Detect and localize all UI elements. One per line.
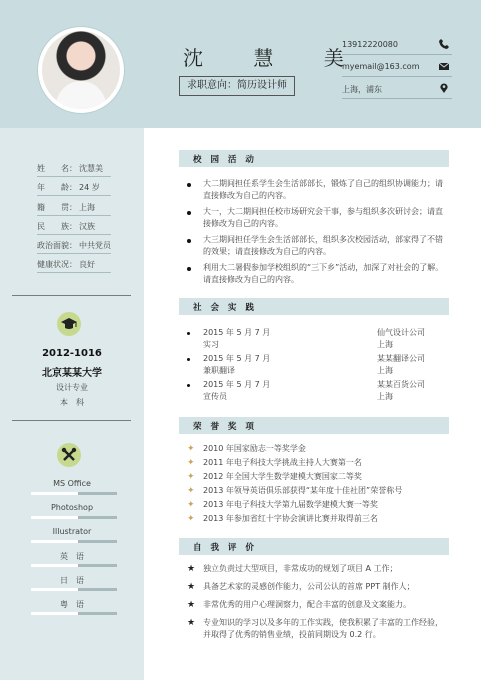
- info-value: 中共党员: [79, 241, 111, 250]
- skill-fill: [31, 588, 78, 591]
- info-row-origin: [37, 202, 111, 216]
- job-entry: [187, 379, 445, 403]
- star-icon: ★: [187, 600, 196, 610]
- bullet-dot-icon: [187, 183, 191, 187]
- sidebar-separator: [12, 420, 131, 421]
- job-company: 仙气设计公司: [377, 328, 425, 337]
- info-key: 籍 贯：: [37, 203, 77, 212]
- skill-label-illustrator: Illustrator: [52, 527, 92, 536]
- skill-bar-english: [31, 564, 117, 567]
- info-value: 沈慧美: [79, 164, 103, 173]
- email-text: myemail@163.com: [342, 62, 420, 71]
- skill-label-english: 英 语: [60, 552, 84, 561]
- eval-text: 独立负责过大型项目，非常成功的规划了项目 A 工作；: [203, 564, 398, 573]
- mail-icon: [438, 60, 450, 72]
- education-school: 北京某某大学: [42, 368, 102, 379]
- skill-bar-japanese: [31, 588, 117, 591]
- photo-shoulders: [56, 81, 106, 109]
- section-eval-header: [179, 538, 449, 555]
- education-degree: 本 科: [60, 398, 84, 407]
- info-value: 汉族: [79, 222, 95, 231]
- eval-text: 具备艺术家的灵感创作能力，公司公认的首席 PPT 制作人；: [203, 582, 415, 591]
- job-role: 宣传员: [203, 392, 227, 401]
- job-entry: [187, 327, 445, 351]
- job-location: 上海: [377, 392, 393, 401]
- bullet-dot-icon: [187, 211, 191, 215]
- info-key: 健康状况：: [37, 260, 77, 269]
- job-company: 某某翻译公司: [377, 354, 425, 363]
- skill-label-photoshop: Photoshop: [50, 503, 94, 512]
- section-campus-header: [179, 150, 449, 167]
- section-social-header: [179, 298, 449, 315]
- info-divider: [37, 195, 111, 196]
- eval-text: 非常优秀的用户心理洞察力，配合丰富的创意及文案能力。: [203, 600, 411, 609]
- contact-phone: [342, 38, 452, 55]
- phone-icon: [438, 38, 450, 50]
- star-icon: ★: [187, 582, 196, 592]
- info-key: 民 族：: [37, 222, 77, 231]
- star-icon: ✦: [187, 500, 195, 510]
- bullet-dot-icon: [187, 358, 190, 361]
- info-divider: [37, 234, 111, 235]
- location-text: 上海，浦东: [342, 85, 382, 94]
- info-divider: [37, 253, 111, 254]
- skill-bar-cantonese: [31, 612, 117, 615]
- job-location: 上海: [377, 366, 393, 375]
- tools-icon: [57, 443, 81, 467]
- section-awards-header: [179, 417, 449, 434]
- sidebar-separator: [12, 295, 131, 296]
- star-icon: ✦: [187, 472, 195, 482]
- phone-text: 13912220080: [342, 40, 398, 49]
- info-value: 上海: [79, 203, 95, 212]
- skill-fill: [31, 564, 78, 567]
- award-text: 2013 年电子科技大学第九届数学建模大赛一等奖: [203, 500, 378, 509]
- bullet-dot-icon: [187, 267, 191, 271]
- bullet-dot-icon: [187, 239, 191, 243]
- location-pin-icon: [438, 82, 450, 94]
- award-text: 2012 年全国大学生数学建模大赛国家二等奖: [203, 472, 362, 481]
- graduation-cap-icon: [57, 312, 81, 336]
- section-title: 自 我 评 价: [193, 543, 257, 553]
- job-role: 兼职翻译: [203, 366, 235, 375]
- info-divider: [37, 215, 111, 216]
- job-date: 2015 年 5 月 7 月: [203, 380, 271, 389]
- section-title: 社 会 实 践: [193, 303, 257, 313]
- info-divider: [37, 272, 111, 273]
- skill-fill: [31, 540, 78, 543]
- info-row-age: [37, 182, 111, 196]
- star-icon: ✦: [187, 458, 195, 468]
- star-icon: ✦: [187, 514, 195, 524]
- skill-bar-photoshop: [31, 516, 117, 519]
- skill-bar-office: [31, 492, 117, 495]
- bullet-dot-icon: [187, 332, 190, 335]
- info-value: 24 岁: [79, 183, 100, 192]
- skill-fill: [31, 612, 78, 615]
- job-intent: 求职意向：简历设计师: [179, 76, 295, 96]
- candidate-name: 沈 慧 美: [183, 46, 366, 70]
- campus-text: 大二期间担任系学生会生活部部长，锻炼了自己的组织协调能力；请直接修改为自己的内容。: [203, 179, 443, 200]
- section-title: 校 园 活 动: [193, 155, 257, 165]
- info-row-name: [37, 163, 111, 177]
- award-text: 2013 年领导英语俱乐部获得“某年度十佳社团”荣誉称号: [203, 486, 403, 495]
- info-row-politics: [37, 240, 111, 254]
- skill-label-japanese: 日 语: [60, 576, 84, 585]
- award-item: [187, 443, 445, 456]
- star-icon: ✦: [187, 444, 195, 454]
- award-text: 2013 年参加省红十字协会演讲比赛并取得前三名: [203, 514, 378, 523]
- education-major: 设计专业: [56, 383, 88, 392]
- info-key: 姓 名：: [37, 164, 77, 173]
- info-value: 良好: [79, 260, 95, 269]
- contact-email: [342, 60, 452, 77]
- award-item: [187, 471, 445, 484]
- skills-badge: [57, 443, 81, 467]
- eval-text: 专业知识的学习以及多年的工作实践，使我积累了丰富的工作经验，并取得了优秀的销售业绩，投前同期设为 0.2 行。: [203, 618, 443, 639]
- award-text: 2010 年国家励志一等奖学金: [203, 444, 306, 453]
- award-item: [187, 457, 445, 470]
- campus-text: 大一，大二期间担任校市场研究会干事，参与组织多次研讨会；请直接修改为自己的内容。: [203, 207, 443, 228]
- job-role: 实习: [203, 340, 219, 349]
- info-divider: [37, 176, 111, 177]
- info-row-ethnicity: [37, 221, 111, 235]
- skill-label-cantonese: 粤 语: [60, 600, 84, 609]
- section-title: 荣 誉 奖 项: [193, 422, 257, 432]
- skill-fill: [31, 516, 78, 519]
- job-date: 2015 年 5 月 7 月: [203, 328, 271, 337]
- job-date: 2015 年 5 月 7 月: [203, 354, 271, 363]
- contact-location: [342, 82, 452, 99]
- job-company: 某某百货公司: [377, 380, 425, 389]
- star-icon: ★: [187, 564, 196, 574]
- info-key: 政治面貌：: [37, 241, 77, 250]
- star-icon: ✦: [187, 486, 195, 496]
- star-icon: ★: [187, 618, 196, 628]
- profile-photo: [42, 31, 120, 109]
- education-badge: [57, 312, 81, 336]
- award-text: 2011 年电子科技大学挑战主持人大赛第一名: [203, 458, 362, 467]
- skill-label-office: MS Office: [53, 479, 91, 488]
- award-item: [187, 499, 445, 512]
- info-key: 年 龄：: [37, 183, 77, 192]
- skill-fill: [31, 492, 78, 495]
- bullet-dot-icon: [187, 384, 190, 387]
- campus-text: 利用大二暑假参加学校组织的“三下乡”活动，加深了对社会的了解。请直接修改为自己的内容。: [203, 263, 444, 284]
- award-item: [187, 513, 445, 526]
- job-entry: [187, 353, 445, 377]
- info-row-health: [37, 259, 111, 273]
- campus-text: 大三期间担任学生会生活部部长，组织多次校园活动，部家得了不错的效果；请直接修改为自己的内容。: [203, 235, 443, 256]
- job-location: 上海: [377, 340, 393, 349]
- education-years: 2012-1016: [42, 348, 102, 359]
- award-item: [187, 485, 445, 498]
- skill-bar-illustrator: [31, 540, 117, 543]
